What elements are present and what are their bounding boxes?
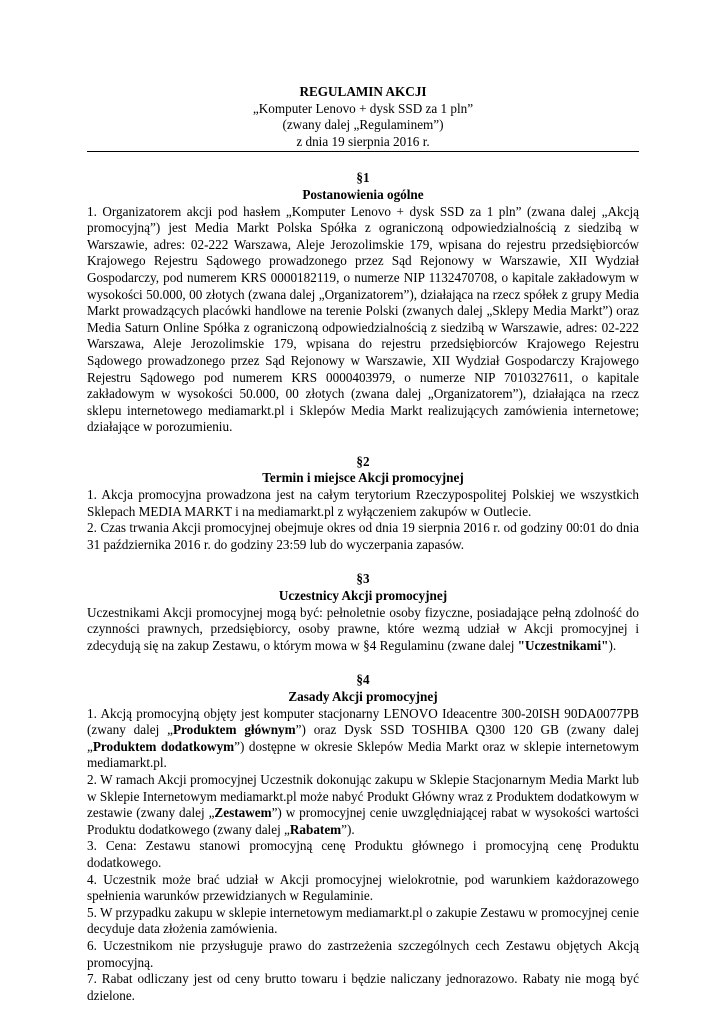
defined-term: Rabatem bbox=[289, 821, 342, 837]
defined-term: Produktem głównym bbox=[172, 722, 296, 738]
section-2 bbox=[87, 454, 639, 554]
section-4 bbox=[87, 672, 639, 1004]
paragraph: 2. W ramach Akcji promocyjnej Uczestnik dokonując zakupu w Sklepie Stacjonarnym Media Markt lub w Sklepie Internetowym mediamarkt.pl może nabyć Produkt Główny wraz z Produktem dodatkowym w zestawie (zwany dalej „Zestawem”) w promocyjnej cenie uwzględniającej rabat w wysokości wartości Produktu dodatkowego (zwany dalej „Rabatem”). bbox=[87, 771, 639, 837]
section-3 bbox=[87, 571, 639, 654]
document-title: REGULAMIN AKCJI bbox=[299, 84, 427, 99]
paragraph: 6. Uczestnikom nie przysługuje prawo do zastrzeżenia szczególnych cech Zestawu objętych Akcją promocyjną. bbox=[87, 937, 639, 970]
paragraph: 7. Rabat odliczany jest od ceny brutto towaru i będzie naliczany jednorazowo. Rabaty nie mogą być dzielone. bbox=[87, 971, 639, 1003]
promotion-name: „Komputer Lenovo + dysk SSD za 1 pln” bbox=[252, 100, 474, 116]
document-alias: (zwany dalej „Regulaminem”) bbox=[282, 117, 444, 133]
paragraph: 3. Cena: Zestawu stanowi promocyjną cenę Produktu głównego i promocyjną cenę Produktu dodatkowego. bbox=[87, 838, 639, 870]
section-number: §3 bbox=[356, 571, 370, 587]
section-heading: Uczestnicy Akcji promocyjnej bbox=[278, 588, 448, 604]
paragraph: 1. Organizatorem akcji pod hasłem „Komputer Lenovo + dysk SSD za 1 pln” (zwana dalej „Akcją promocyjną”) jest Media Markt Polska Spółka z ograniczoną odpowiedzialnością z siedzibą w Warszawie, adres: 02-222 Warszawa, Aleje Jerozolimskie 179, wpisana do rejestru przedsiębiorców Krajowego Rejestru Sądowego prowadzonego przez Sąd Rejonowy w Warszawie, XII Wydział Gospodarczy, pod numerem KRS 0000182119, o numerze NIP 1132470708, o kapitale zakładowym w wysokości 50.000, 00 złotych (zwana dalej „Organizatorem”), działająca na rzecz spółek z grupy Media Markt prowadzących placówki handlowe na terenie Polski (zwanych dalej „Sklepy Media Markt”) oraz Media Saturn Online Spółka z ograniczoną odpowiedzialnością z siedzibą w Warszawie, adres: 02-222 Warszawa, Aleje Jerozolimskie 179, wpisana do rejestru przedsiębiorców Krajowego Rejestru Sądowego prowadzonego przez Sąd Rejonowy w Warszawie, XII Wydział Gospodarczy Krajowego Rejestru Sądowego pod numerem KRS 0000403979, o numerze NIP 7010327611, o kapitale zakładowym w wysokości 50.000, 00 złotych (zwana dalej „Organizatorem”), działająca na rzecz sklepu internetowego mediamarkt.pl i Sklepów Media Markt realizujących zamówienia internetowe; działające w porozumieniu. bbox=[87, 203, 639, 435]
paragraph: Uczestnikami Akcji promocyjnej mogą być: pełnoletnie osoby fizyczne, posiadające pełną zdolność do czynności prawnych, przedsiębiorcy, osoby prawne, które wezmą udział w Akcji promocyjnej i zdecydują się na zakup Zestawu, o którym mowa w §4 Regulaminu (zwane dalej "Uczestnikami"). bbox=[87, 604, 639, 653]
section-1 bbox=[87, 170, 639, 436]
section-number: §1 bbox=[356, 170, 370, 186]
paragraph: 2. Czas trwania Akcji promocyjnej obejmuje okres od dnia 19 sierpnia 2016 r. od godziny 00:01 do dnia 31 października 2016 r. do godziny 23:59 lub do wyczerpania zapasów. bbox=[87, 520, 639, 552]
section-heading: Termin i miejsce Akcji promocyjnej bbox=[262, 470, 464, 486]
section-heading: Zasady Akcji promocyjnej bbox=[288, 689, 438, 704]
paragraph: 1. Akcją promocyjną objęty jest komputer stacjonarny LENOVO Ideacentre 300-20ISH 90DA0077PB (zwany dalej „Produktem głównym”) oraz Dysk SSD TOSHIBA Q300 120 GB (zwany dalej „Produktem dodatkowym”) dostępne w okresie Sklepów Media Markt oraz w sklepie internetowym mediamarkt.pl. bbox=[87, 705, 639, 771]
section-number: §2 bbox=[356, 453, 370, 469]
paragraph: 5. W przypadku zakupu w sklepie internetowym mediamarkt.pl o zakupie Zestawu w promocyjnej cenie decyduje data złożenia zamówienia. bbox=[87, 904, 639, 937]
defined-term: Produktem dodatkowym bbox=[92, 738, 235, 754]
defined-term: "Uczestnikami" bbox=[517, 637, 609, 653]
section-number: §4 bbox=[356, 672, 370, 688]
paragraph: 4. Uczestnik może brać udział w Akcji promocyjnej wielokrotnie, pod warunkiem każdorazowego spełnienia warunków przewidzianych w Regulaminie. bbox=[87, 871, 639, 904]
document-header bbox=[87, 84, 639, 152]
regulation-document bbox=[87, 84, 639, 1004]
paragraph: 1. Akcja promocyjna prowadzona jest na całym terytorium Rzeczypospolitej Polskiej we wszystkich Sklepach MEDIA MARKT i na mediamarkt.pl z wyłączeniem zakupów w Outlecie. bbox=[87, 487, 639, 519]
header-divider bbox=[87, 151, 639, 152]
section-heading: Postanowienia ogólne bbox=[302, 186, 424, 202]
defined-term: Zestawem bbox=[214, 805, 272, 821]
document-date: z dnia 19 sierpnia 2016 r. bbox=[296, 133, 430, 149]
